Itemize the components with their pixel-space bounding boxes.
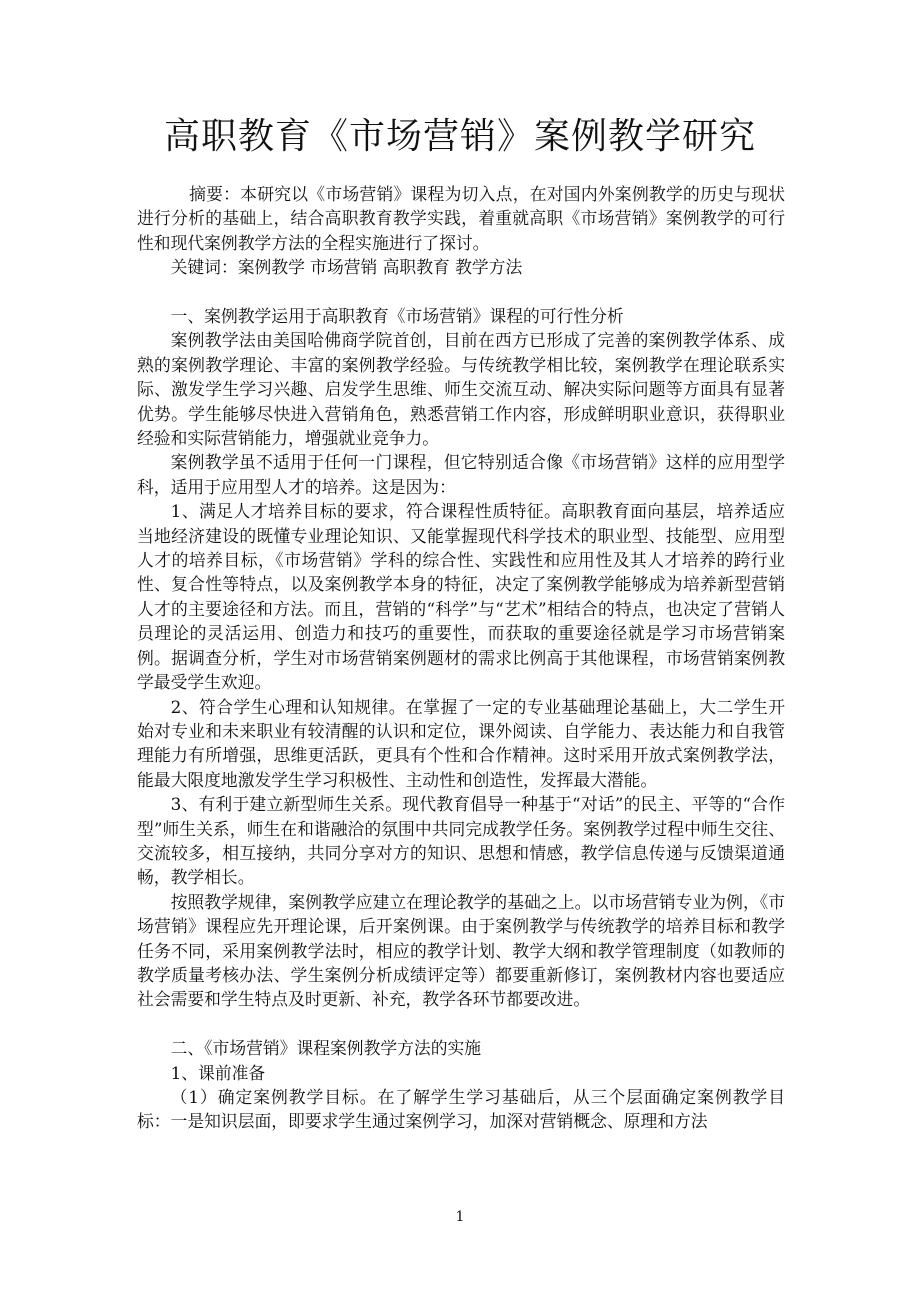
body-paragraph: 3、有利于建立新型师生关系。现代教育倡导一种基于“对话”的民主、平等的“合作型”师生关系，师生在和谐融洽的氛围中共同完成教学任务。案例教学过程中师生交往、交流较多，相互接纳，共同分享对方的知识、思想和情感，教学信息传递与反馈渠道通畅，教学相长。 <box>137 794 785 888</box>
section-2-heading: 二、《市场营销》课程案例教学方法的实施 <box>170 1038 482 1059</box>
keywords-line: 关键词：案例教学 市场营销 高职教育 教学方法 <box>170 257 523 278</box>
document-body <box>137 182 785 1134</box>
abstract-paragraph: 摘要：本研究以《市场营销》课程为切入点，在对国内外案例教学的历史与现状进行分析的基础上，结合高职教育教学实践，着重就高职《市场营销》案例教学的可行性和现代案例教学方法的全程实施进行了探讨。 <box>137 184 785 253</box>
section-1-heading: 一、案例教学运用于高职教育《市场营销》课程的可行性分析 <box>170 306 624 327</box>
body-paragraph: 案例教学法由美国哈佛商学院首创，目前在西方已形成了完善的案例教学体系、成熟的案例教学理论、丰富的案例教学经验。与传统教学相比较，案例教学在理论联系实际、激发学生学习兴趣、启发学生思维、师生交流互动、解决实际问题等方面具有显著优势。学生能够尽快进入营销角色，熟悉营销工作内容，形成鲜明职业意识，获得职业经验和实际营销能力，增强就业竞争力。 <box>137 330 785 449</box>
body-paragraph: 1、满足人才培养目标的要求，符合课程性质特征。高职教育面向基层，培养适应当地经济建设的既懂专业理论知识、又能掌握现代科学技术的职业型、技能型、应用型人才的培养目标，《市场营销》学科的综合性、实践性和应用性及其人才培养的跨行业性、复合性等特点，以及案例教学本身的特征，决定了案例教学能够成为培养新型营销人才的主要途径和方法。而且，营销的“科学”与“艺术”相结合的特点，也决定了营销人员理论的灵活运用、创造力和技巧的重要性，而获取的重要途径就是学习市场营销案例。据调查分析，学生对市场营销案例题材的需求比例高于其他课程，市场营销案例教学最受学生欢迎。 <box>137 501 785 693</box>
body-paragraph: 2、符合学生心理和认知规律。在掌握了一定的专业基础理论基础上，大二学生开始对专业和未来职业有较清醒的认识和定位，课外阅读、自学能力、表达能力和自我管理能力有所增强，思维更活跃，更具有个性和合作精神。这时采用开放式案例教学法，能最大限度地激发学生学习积极性、主动性和创造性，发挥最大潜能。 <box>137 696 785 790</box>
document-title: 高职教育《市场营销》案例教学研究 <box>163 116 756 157</box>
subsection-heading: 1、课前准备 <box>170 1062 266 1083</box>
body-paragraph: 按照教学规律，案例教学应建立在理论教学的基础之上。以市场营销专业为例，《市场营销》课程应先开理论课，后开案例课。由于案例教学与传统教学的培养目标和教学任务不同，采用案例教学法时，相应的教学计划、教学大纲和教学管理制度（如教师的教学质量考核办法、学生案例分析成绩评定等）都要重新修订，案例教材内容也要适应社会需要和学生特点及时更新、补充，教学各环节都要改进。 <box>137 891 785 1010</box>
body-paragraph: （1）确定案例教学目标。在了解学生学习基础后，从三个层面确定案例教学目标：一是知识层面，即要求学生通过案例学习，加深对营销概念、原理和方法 <box>137 1087 785 1132</box>
body-paragraph: 案例教学虽不适用于任何一门课程，但它特别适合像《市场营销》这样的应用型学科，适用于应用型人才的培养。这是因为： <box>137 452 785 497</box>
page-number: 1 <box>455 1209 465 1225</box>
